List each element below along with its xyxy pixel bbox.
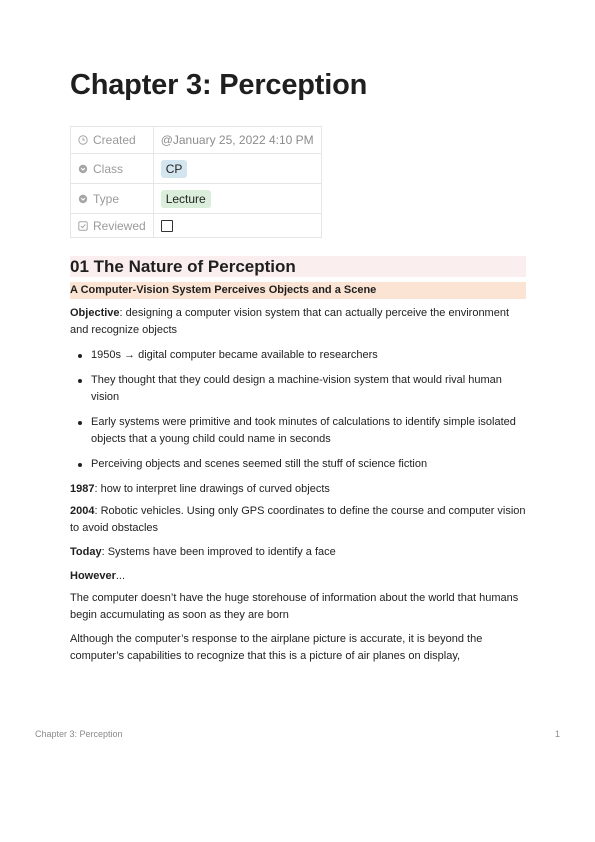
milestone-label: 2004	[70, 505, 95, 517]
paragraph: The computer doesn’t have the huge storehouse of information about the world that humans begin accumulating as soon as they are born	[70, 592, 519, 621]
footer-title: Chapter 3: Perception	[35, 729, 123, 739]
milestone-text: : Systems have been improved to identify a face	[101, 546, 336, 558]
clock-icon	[78, 135, 88, 145]
reviewed-checkbox[interactable]	[161, 220, 173, 232]
list-item: They thought that they could design a machine-vision system that would rival human vision	[70, 372, 526, 406]
property-key: Reviewed	[93, 218, 146, 233]
type-tag[interactable]: Lecture	[161, 190, 211, 208]
select-icon	[78, 164, 88, 174]
property-key: Class	[93, 161, 124, 176]
property-row-class	[71, 154, 322, 184]
milestone-label: Today	[70, 546, 102, 558]
however-paragraph	[70, 568, 526, 585]
property-row-reviewed	[71, 214, 322, 238]
milestone-1987	[70, 481, 526, 498]
section-subheading: A Computer-Vision System Perceives Objects and a Scene	[70, 282, 526, 299]
property-key: Created	[93, 133, 136, 147]
milestone-label: 1987	[70, 483, 95, 495]
page-title: Chapter 3: Perception	[70, 69, 368, 101]
paragraph: Although the computer’s response to the airplane picture is accurate, it is beyond the computer’s capabilities to recognize that this is a picture of air planes on display,	[70, 633, 483, 662]
milestone-text: : how to interpret line drawings of curved objects	[94, 483, 330, 495]
list-item: Perceiving objects and scenes seemed still the stuff of science fiction	[70, 456, 526, 473]
list-item: Early systems were primitive and took minutes of calculations to identify simple isolated objects that a young child could name in seconds	[70, 414, 526, 448]
objective-text: : designing a computer vision system that can actually perceive the environment and recognize objects	[70, 307, 510, 336]
checkbox-icon	[78, 221, 88, 231]
page-number: 1	[554, 729, 560, 739]
objective-label: Objective	[70, 307, 120, 319]
however-text: ...	[115, 570, 126, 582]
however-label: However	[70, 570, 116, 582]
bullet-list	[70, 347, 526, 473]
property-row-created	[71, 127, 322, 154]
milestone-2004	[70, 503, 526, 537]
property-row-type	[71, 184, 322, 214]
milestone-text: : Robotic vehicles. Using only GPS coordinates to define the course and computer vision to avoid obstacles	[70, 505, 526, 534]
section-heading: 01 The Nature of Perception	[70, 256, 526, 277]
properties-table	[70, 126, 322, 238]
list-item: 1950s → digital computer became available to researchers	[70, 347, 526, 364]
select-icon	[78, 194, 88, 204]
property-key: Type	[93, 191, 120, 206]
class-tag[interactable]: CP	[161, 160, 188, 178]
created-value[interactable]: @January 25, 2022 4:10 PM	[153, 127, 321, 154]
objective-paragraph	[70, 305, 526, 339]
milestone-today	[70, 544, 526, 561]
